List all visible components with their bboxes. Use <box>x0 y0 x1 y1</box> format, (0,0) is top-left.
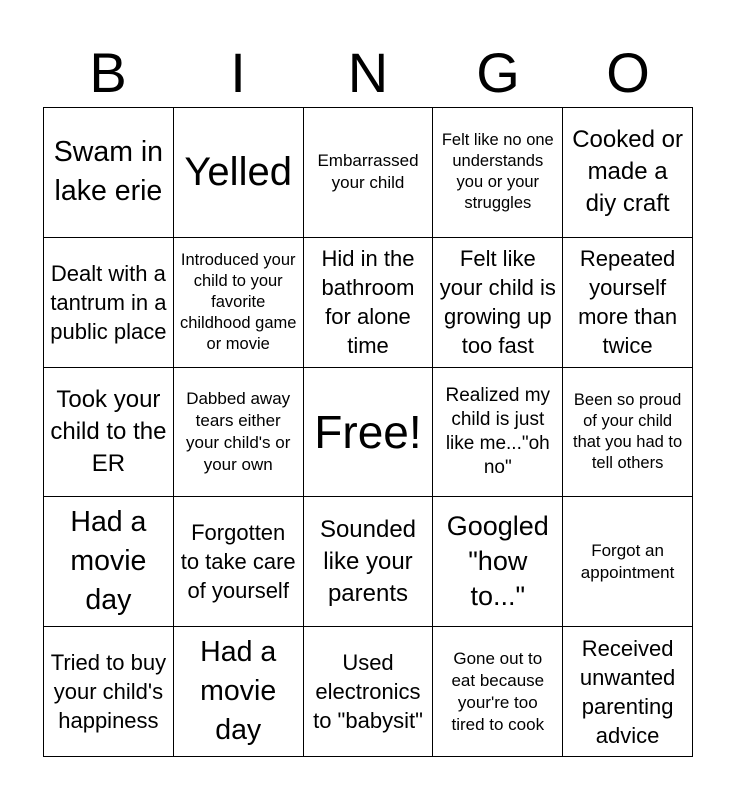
header-letter-g: G <box>476 41 520 104</box>
cell-text: Used electronics to "babysit" <box>313 650 423 734</box>
bingo-cell[interactable] <box>563 497 693 627</box>
cell-text: Repeated yourself more than twice <box>578 246 678 359</box>
cell-text: Received unwanted parenting advice <box>579 635 676 748</box>
cell-text: Felt like your child is growing up too fast <box>439 246 556 359</box>
free-space-text: Free! <box>314 405 422 458</box>
bingo-cell[interactable] <box>44 627 174 757</box>
cell-text: Embarrassed your child <box>317 151 419 193</box>
header-letter-b: B <box>89 41 127 104</box>
bingo-cell[interactable] <box>433 238 563 368</box>
bingo-cell[interactable] <box>433 108 563 238</box>
cell-text: Swam in lake erie <box>53 136 164 208</box>
cell-text: Introduced your child to your favorite childhood game or movie <box>179 250 297 353</box>
header-letter-o: O <box>606 41 650 104</box>
cell-text: Dealt with a tantrum in a public place <box>50 260 167 344</box>
cell-text: Yelled <box>184 150 292 195</box>
bingo-cell[interactable] <box>44 497 174 627</box>
bingo-cell[interactable] <box>44 108 174 238</box>
cell-text: Felt like no one understands you or your struggles <box>441 131 554 213</box>
bingo-cell[interactable] <box>433 497 563 627</box>
cell-text: Hid in the bathroom for alone time <box>321 246 415 359</box>
cell-text: Tried to buy your child's happiness <box>50 650 167 734</box>
bingo-cell[interactable] <box>174 368 304 498</box>
bingo-cell[interactable] <box>174 108 304 238</box>
bingo-cell[interactable] <box>304 238 434 368</box>
free-space-cell[interactable] <box>304 368 434 498</box>
bingo-cell[interactable] <box>563 627 693 757</box>
cell-text: Had a movie day <box>200 636 277 747</box>
bingo-cell[interactable] <box>304 627 434 757</box>
cell-text: Gone out to eat because your're too tired to cook <box>451 648 545 734</box>
bingo-cell[interactable] <box>174 627 304 757</box>
bingo-cell[interactable] <box>44 238 174 368</box>
bingo-card-grid <box>43 107 693 757</box>
bingo-cell[interactable] <box>174 238 304 368</box>
cell-text: Realized my child is just like me..."oh no" <box>445 384 551 478</box>
bingo-cell[interactable] <box>563 238 693 368</box>
cell-text: Took your child to the ER <box>50 385 167 477</box>
header-letter-i: I <box>230 41 246 104</box>
bingo-cell[interactable] <box>304 497 434 627</box>
bingo-cell[interactable] <box>174 497 304 627</box>
bingo-header <box>43 38 693 108</box>
header-letter-n: N <box>347 41 389 104</box>
cell-text: Cooked or made a diy craft <box>572 126 683 218</box>
cell-text: Forgot an appointment <box>580 540 675 582</box>
bingo-cell[interactable] <box>563 108 693 238</box>
cell-text: Googled "how to..." <box>446 511 549 612</box>
cell-text: Dabbed away tears either your child's or your own <box>186 388 291 474</box>
bingo-cell[interactable] <box>304 108 434 238</box>
cell-text: Been so proud of your child that you had to tell others <box>573 390 683 472</box>
cell-text: Forgotten to take care of yourself <box>180 520 296 604</box>
bingo-cell[interactable] <box>433 368 563 498</box>
cell-text: Sounded like your parents <box>319 515 417 607</box>
bingo-cell[interactable] <box>44 368 174 498</box>
bingo-cell[interactable] <box>563 368 693 498</box>
cell-text: Had a movie day <box>70 506 147 617</box>
bingo-cell[interactable] <box>433 627 563 757</box>
